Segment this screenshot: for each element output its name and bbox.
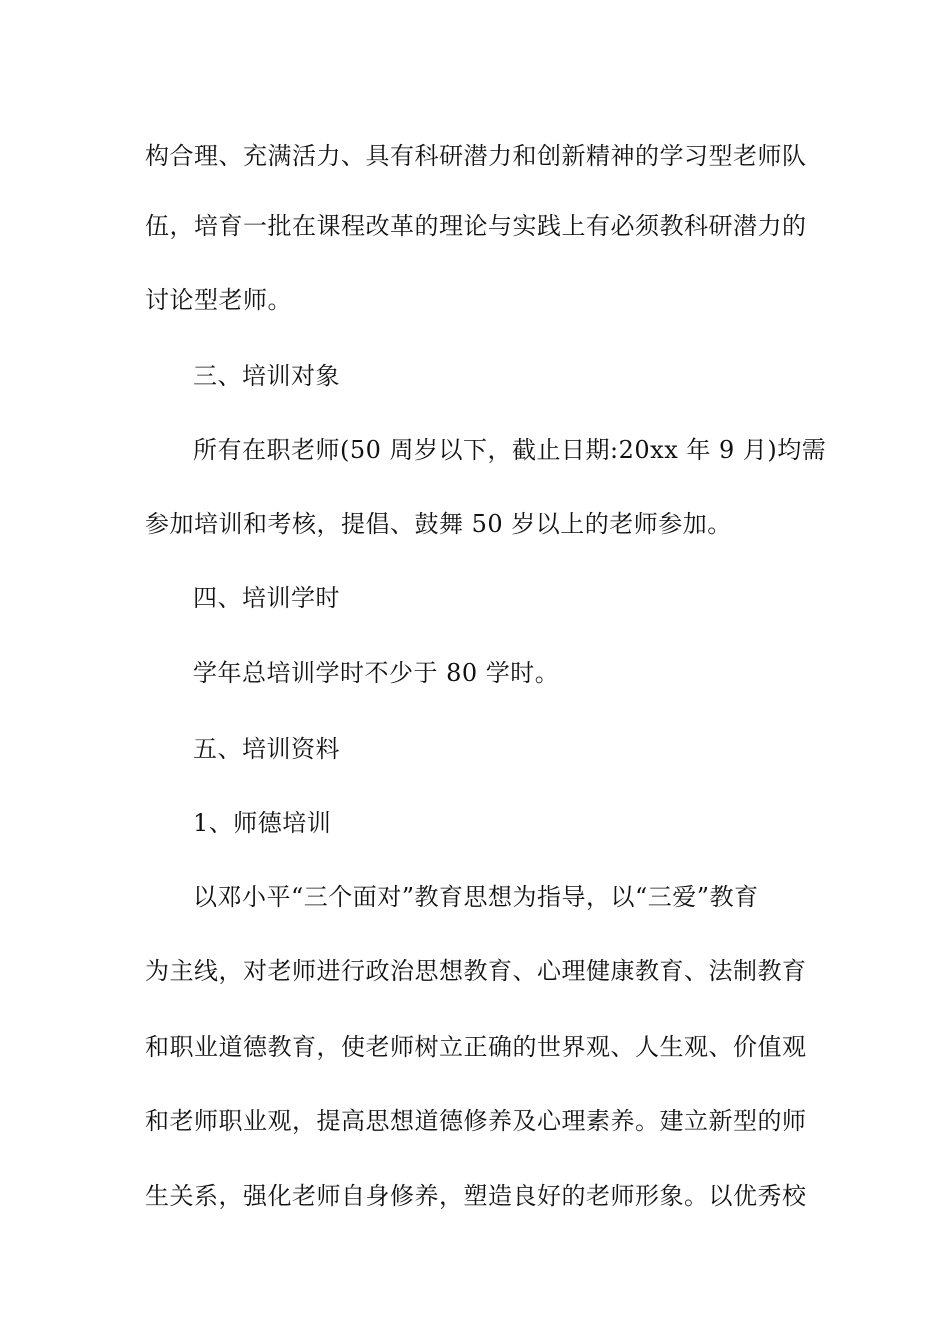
paragraph-line: 所有在职老师(50 周岁以下，截止日期:20xx 年 9 月)均需 — [193, 436, 827, 464]
paragraph-line: 伍，培育一批在课程改革的理论与实践上有必须教科研潜力的 — [145, 212, 807, 240]
paragraph-line: 参加培训和考核，提倡、鼓舞 50 岁以上的老师参加。 — [145, 510, 732, 538]
paragraph-line: 构合理、充满活力、具有科研潜力和创新精神的学习型老师队 — [145, 142, 807, 170]
paragraph-line: 为主线，对老师进行政治思想教育、心理健康教育、法制教育 — [145, 957, 807, 985]
paragraph-line: 和职业道德教育，使老师树立正确的世界观、人生观、价值观 — [145, 1033, 807, 1061]
section-heading: 三、培训对象 — [193, 362, 340, 390]
section-heading: 四、培训学时 — [193, 584, 340, 612]
paragraph-line: 讨论型老师。 — [145, 286, 292, 314]
section-heading: 五、培训资料 — [193, 735, 340, 763]
paragraph-line: 以邓小平“三个面对”教育思想为指导，以“三爱”教育 — [193, 883, 759, 911]
subsection-heading: 1、师德培训 — [193, 809, 332, 837]
paragraph-line: 和老师职业观，提高思想道德修养及心理素养。建立新型的师 — [145, 1107, 807, 1135]
paragraph-line: 学年总培训学时不少于 80 学时。 — [193, 659, 560, 687]
paragraph-line: 生关系，强化老师自身修养，塑造良好的老师形象。以优秀校 — [145, 1182, 807, 1210]
